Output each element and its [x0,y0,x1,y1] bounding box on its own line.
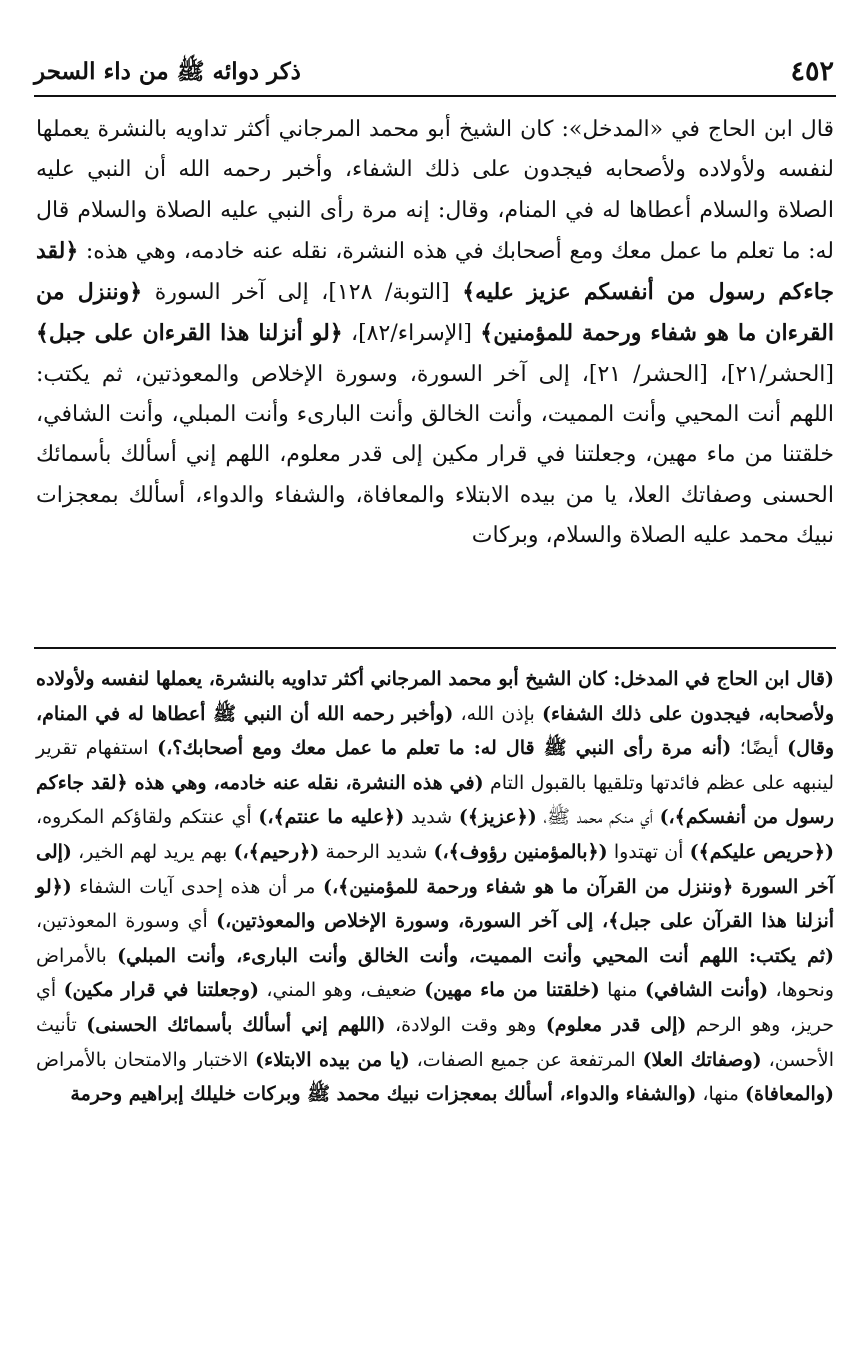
verse-reference: [الإسراء/٨٢]، [350,321,472,347]
quoted-text: (﴿حريص عليكم﴾) [689,840,834,863]
quoted-text: (خلقتنا من ماء مهين) [424,979,600,1002]
page-header [34,50,834,94]
commentary-text: أن تهتدوا [607,840,690,863]
quoted-text: (﴿عزيز﴾) [458,806,537,829]
commentary-text: بهم يريد لهم الخير، [71,840,234,863]
page-number: ٤٥٢ [790,56,834,87]
quoted-text: (والمعافاة) [745,1083,834,1106]
main-paragraph [36,110,834,556]
footnote-divider [34,647,836,649]
commentary-text: مر أن هذه إحدى آيات الشفاء [71,875,324,898]
commentary-text: أي حريز، وهو الرحم [36,979,834,1036]
quoted-text: (والشفاء والدواء، أسألك بمعجزات نبيك محمد ﷺ وبركات خليلك إبراهيم وحرمة [70,1083,697,1106]
commentary-text: تأنيث الأحسن، [36,1013,834,1071]
commentary-text: منها [599,979,645,1002]
quoted-text: (قال ابن الحاج في المدخل: كان الشيخ أبو محمد المرجاني أكثر تداويه بالنشرة، يعملها لنفسه ولأولاده ولأصحابه، فيجدون على ذلك الشفاء) [35,668,835,725]
quran-verse: ﴿وننزل من القرءان ما هو شفاء ورحمة للمؤمنين﴾ [36,279,834,347]
commentary-text: بإذن الله، [453,702,543,725]
main-text [36,110,834,556]
quoted-text: (﴿رحيم﴾،) [233,840,320,863]
header-divider [34,95,836,97]
quoted-text: (﴿لو أنزلنا هذا القرآن على جبل﴾، إلى آخر السورة، وسورة الإخلاص والمعوذتين،) [36,875,835,933]
commentary-text: بالأمراض ونحوها، [36,944,834,1002]
commentary-text: الاختبار والامتحان بالأمراض [36,1048,256,1071]
quoted-text: (أنه مرة رأى النبي ﷺ قال له: ما تعلم ما عمل معك ومع أصحابك؟،) [157,737,732,760]
commentary-text: ضعيف، وهو المني، [258,979,425,1002]
quoted-text: (ثم يكتب: اللهم أنت المحيي وأنت المميت، وأنت الخالق وأنت البارىء، وأنت المبلي) [117,944,834,967]
commentary-text: منها، [696,1083,745,1106]
commentary-paragraph [36,662,834,1112]
quoted-text: (إلى آخر السورة ﴿وننزل من القرآن ما هو شفاء ورحمة للمؤمنين﴾،) [36,840,834,898]
quoted-text: (وجعلتنا في قرار مكين) [63,979,259,1002]
commentary-text: شديد الرحمة [319,840,434,863]
main-text-segment: [الحشر/٢١]، [الحشر/ ٢١]، إلى آخر السورة، وسورة الإخلاص والمعوذتين، ثم يكتب: اللهم أنت المحيي وأنت المميت، وأنت الخالق وأنت البارىء وأنت المبلي، وأنت الشافي، خلقتنا من ماء مهين، وجعلتنا في قرار مكين إلى قدر معلوم، اللهم إني أسألك بأسمائك الحسنى وصفاتك العلا، يا من بيده الابتلاء والمعافاة، والشفاء والدواء، أسألك بمعجزات نبيك محمد عليه الصلاة والسلام، وبركات [36,361,834,548]
running-title: ذكر دوائه ﷺ من داء السحر [34,58,301,85]
quoted-text: (اللهم إني أسألك بأسمائك الحسنى) [86,1013,386,1036]
commentary-text: استفهام تقرير لينبهه على عظم فائدتها وتلقيها بالقبول التام [36,737,834,794]
commentary-text: أي منكم محمد ﷺ، [536,806,660,829]
commentary-text: شديد [404,806,459,829]
quoted-text: (إلى قدر معلوم) [545,1013,687,1036]
quoted-text: (وصفاتك العلا) [642,1048,762,1071]
commentary-text: وهو وقت الولادة، [385,1013,546,1036]
quran-verse: ﴿لو أنزلنا هذا القرءان على جبل﴾ [36,320,343,347]
commentary-text: أي عنتكم ولقاؤكم المكروه، [36,806,259,829]
commentary-text: أيضًا؛ [731,737,788,760]
quran-verse: ﴿لقد جاءكم رسول من أنفسكم عزيز عليه﴾ [36,237,835,306]
commentary-text: المرتفعة عن جميع الصفات، [409,1048,643,1071]
quoted-text: (يا من بيده الابتلاء) [255,1048,410,1071]
quoted-text: (﴿عليه ما عنتم﴾،) [258,806,405,829]
commentary [36,662,834,1112]
quoted-text: (﴿بالمؤمنين رؤوف﴾،) [433,840,608,863]
quoted-text: (وأنت الشافي) [644,979,769,1002]
quoted-text: (وأخبر رحمه الله أن النبي ﷺ أعطاها له في المنام، وقال) [36,702,834,760]
verse-reference: [التوبة/ ١٢٨]، إلى آخر السورة [154,280,450,306]
commentary-text: أي وسورة المعوذتين، [36,910,217,933]
main-text-segment: قال ابن الحاج في «المدخل»: كان الشيخ أبو محمد المرجاني أكثر تداويه بالنشرة يعملها لنفسه ولأولاده ولأصحابه فيجدون على ذلك الشفاء، وأخبر رحمه الله أن النبي عليه الصلاة والسلام أعطاها له في المنام، وقال: إنه مرة رأى النبي عليه الصلاة والسلام قال له: ما تعلم ما عمل معك ومع أصحابك في هذه النشرة، نقله عنه خادمه، وهي هذه: [36,117,835,264]
quoted-text: (في هذه النشرة، نقله عنه خادمه، وهي هذه ﴿لقد جاءكم رسول من أنفسكم﴾،) [36,771,834,829]
